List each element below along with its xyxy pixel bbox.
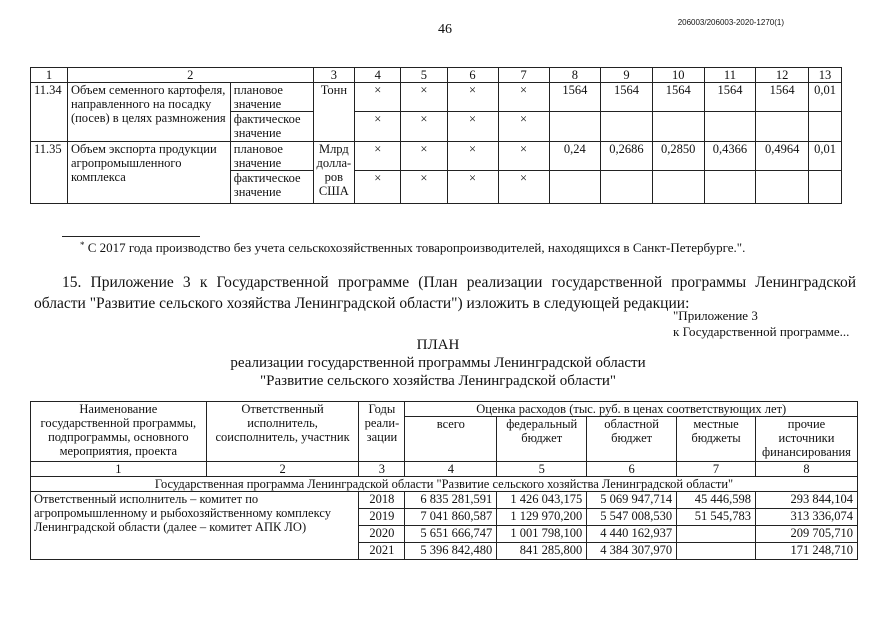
- value-cell: ×: [447, 142, 498, 171]
- federal-cell: 1 426 043,175: [497, 492, 587, 509]
- local-cell: [677, 543, 756, 560]
- plan-subtitle: реализации государственной программы Ленинградской области: [230, 355, 646, 371]
- header-local: местные бюджеты: [677, 417, 756, 462]
- value-cell: ×: [355, 142, 401, 171]
- value-cell: [549, 171, 601, 204]
- col-number: 9: [601, 68, 653, 83]
- value-cell: ×: [447, 112, 498, 142]
- indicator-number: 11.34: [31, 83, 68, 142]
- appendix-note-line: "Приложение 3: [673, 308, 758, 323]
- col-number: 1: [31, 462, 207, 477]
- value-cell: [601, 171, 653, 204]
- col-number: 1: [31, 68, 68, 83]
- year-cell: 2019: [359, 509, 405, 526]
- value-type: фактическое значение: [230, 171, 313, 204]
- value-cell: 1564: [756, 83, 809, 112]
- table-row: [31, 142, 842, 171]
- value-cell: ×: [498, 142, 549, 171]
- value-cell: ×: [401, 142, 447, 171]
- value-cell: ×: [498, 112, 549, 142]
- col-number: 2: [67, 68, 313, 83]
- table-row: [31, 492, 858, 509]
- value-cell: 0,4366: [704, 142, 756, 171]
- footnote-text: С 2017 года производство без учета сельскохозяйственных товаропроизводителей, находящихся в Санкт-Петербурге.".: [84, 240, 746, 255]
- other-cell: 209 705,710: [755, 526, 857, 543]
- header-total: всего: [405, 417, 497, 462]
- value-cell: [652, 112, 704, 142]
- value-cell: 1564: [704, 83, 756, 112]
- col-number: 6: [587, 462, 677, 477]
- indicator-name: Объем семенного картофеля, направленного на посадку (посев) в целях размножения: [67, 83, 230, 142]
- value-cell: 1564: [601, 83, 653, 112]
- plan-table: [30, 401, 858, 560]
- federal-cell: 841 285,800: [497, 543, 587, 560]
- header-estimate: Оценка расходов (тыс. руб. в ценах соответствующих лет): [405, 402, 858, 417]
- header-row: [31, 402, 858, 417]
- regional-cell: 5 547 008,530: [587, 509, 677, 526]
- col-number: 13: [809, 68, 842, 83]
- value-cell: 0,4964: [756, 142, 809, 171]
- value-type: плановое значение: [230, 142, 313, 171]
- value-cell: ×: [498, 171, 549, 204]
- indicator-number: 11.35: [31, 142, 68, 204]
- value-cell: [809, 112, 842, 142]
- header-name: Наименование государственной программы, подпрограммы, основного мероприятия, проекта: [31, 402, 207, 462]
- value-cell: 1564: [652, 83, 704, 112]
- col-number: 8: [755, 462, 857, 477]
- value-cell: ×: [355, 112, 401, 142]
- indicator-name: Объем экспорта продукции агропромышленного комплекса: [67, 142, 230, 204]
- appendix-note-line: к Государственной программе...: [673, 324, 850, 339]
- header-responsible: Ответственный исполнитель, соисполнитель, участник: [206, 402, 359, 462]
- regional-cell: 4 384 307,970: [587, 543, 677, 560]
- value-cell: [809, 171, 842, 204]
- regional-cell: 4 440 162,937: [587, 526, 677, 543]
- value-cell: ×: [447, 83, 498, 112]
- value-cell: [704, 112, 756, 142]
- value-cell: [756, 171, 809, 204]
- local-cell: 51 545,783: [677, 509, 756, 526]
- value-cell: ×: [401, 83, 447, 112]
- col-number: 11: [704, 68, 756, 83]
- column-number-row: [31, 462, 858, 477]
- value-cell: 1564: [549, 83, 601, 112]
- year-cell: 2021: [359, 543, 405, 560]
- value-cell: 0,24: [549, 142, 601, 171]
- col-number: 7: [677, 462, 756, 477]
- value-cell: 0,01: [809, 83, 842, 112]
- col-number: 6: [447, 68, 498, 83]
- col-number: 3: [359, 462, 405, 477]
- local-cell: [677, 526, 756, 543]
- federal-cell: 1 001 798,100: [497, 526, 587, 543]
- section-title: Государственная программа Ленинградской области "Развитие сельского хозяйства Ленинградской области": [31, 477, 858, 492]
- other-cell: 293 844,104: [755, 492, 857, 509]
- value-cell: 0,2686: [601, 142, 653, 171]
- table-row: [31, 83, 842, 112]
- total-cell: 7 041 860,587: [405, 509, 497, 526]
- year-cell: 2020: [359, 526, 405, 543]
- local-cell: 45 446,598: [677, 492, 756, 509]
- total-cell: 5 651 666,747: [405, 526, 497, 543]
- value-cell: ×: [498, 83, 549, 112]
- section-row: [31, 477, 858, 492]
- plan-title: ПЛАН: [416, 337, 460, 353]
- responsible-executor: Ответственный исполнитель – комитет по агропромышленному и рыбохозяйственному комплексу Ленинградской области (далее – комитет АПК ЛО): [31, 492, 359, 560]
- col-number: 5: [497, 462, 587, 477]
- document-id: 206003/206003-2020-1270(1): [677, 18, 784, 27]
- col-number: 4: [355, 68, 401, 83]
- indicators-table: [30, 67, 842, 204]
- col-number: 4: [405, 462, 497, 477]
- value-cell: [601, 112, 653, 142]
- year-cell: 2018: [359, 492, 405, 509]
- unit: Тонн: [313, 83, 355, 142]
- plan-heading: [0, 336, 876, 390]
- paragraph-15: 15. Приложение 3 к Государственной программе (План реализации государственной программы Ленинградской области "Развитие сельского хозяйства Ленинградской области") изложить в следующей редакции:: [34, 274, 856, 312]
- value-cell: 0,01: [809, 142, 842, 171]
- value-type: плановое значение: [230, 83, 313, 112]
- federal-cell: 1 129 970,200: [497, 509, 587, 526]
- column-number-row: [31, 68, 842, 83]
- footnote-divider: [62, 236, 200, 237]
- col-number: 8: [549, 68, 601, 83]
- value-cell: [756, 112, 809, 142]
- page-number: 46: [438, 22, 452, 37]
- value-cell: [549, 112, 601, 142]
- total-cell: 5 396 842,480: [405, 543, 497, 560]
- header-regional: областной бюджет: [587, 417, 677, 462]
- col-number: 10: [652, 68, 704, 83]
- value-cell: [704, 171, 756, 204]
- value-cell: ×: [447, 171, 498, 204]
- value-cell: ×: [355, 83, 401, 112]
- total-cell: 6 835 281,591: [405, 492, 497, 509]
- footnote-mark: *: [80, 240, 85, 250]
- col-number: 3: [313, 68, 355, 83]
- value-cell: ×: [401, 112, 447, 142]
- regional-cell: 5 069 947,714: [587, 492, 677, 509]
- header-other: прочие источники финансирования: [755, 417, 857, 462]
- value-cell: ×: [355, 171, 401, 204]
- other-cell: 313 336,074: [755, 509, 857, 526]
- col-number: 2: [206, 462, 359, 477]
- value-cell: 0,2850: [652, 142, 704, 171]
- value-cell: [652, 171, 704, 204]
- other-cell: 171 248,710: [755, 543, 857, 560]
- unit: Млрд долла-ров США: [313, 142, 355, 204]
- footnote: [80, 240, 745, 256]
- header-years: Годы реали-зации: [359, 402, 405, 462]
- col-number: 7: [498, 68, 549, 83]
- plan-subtitle: "Развитие сельского хозяйства Ленинградской области": [260, 373, 616, 389]
- header-federal: федеральный бюджет: [497, 417, 587, 462]
- col-number: 5: [401, 68, 447, 83]
- col-number: 12: [756, 68, 809, 83]
- value-cell: ×: [401, 171, 447, 204]
- value-type: фактическое значение: [230, 112, 313, 142]
